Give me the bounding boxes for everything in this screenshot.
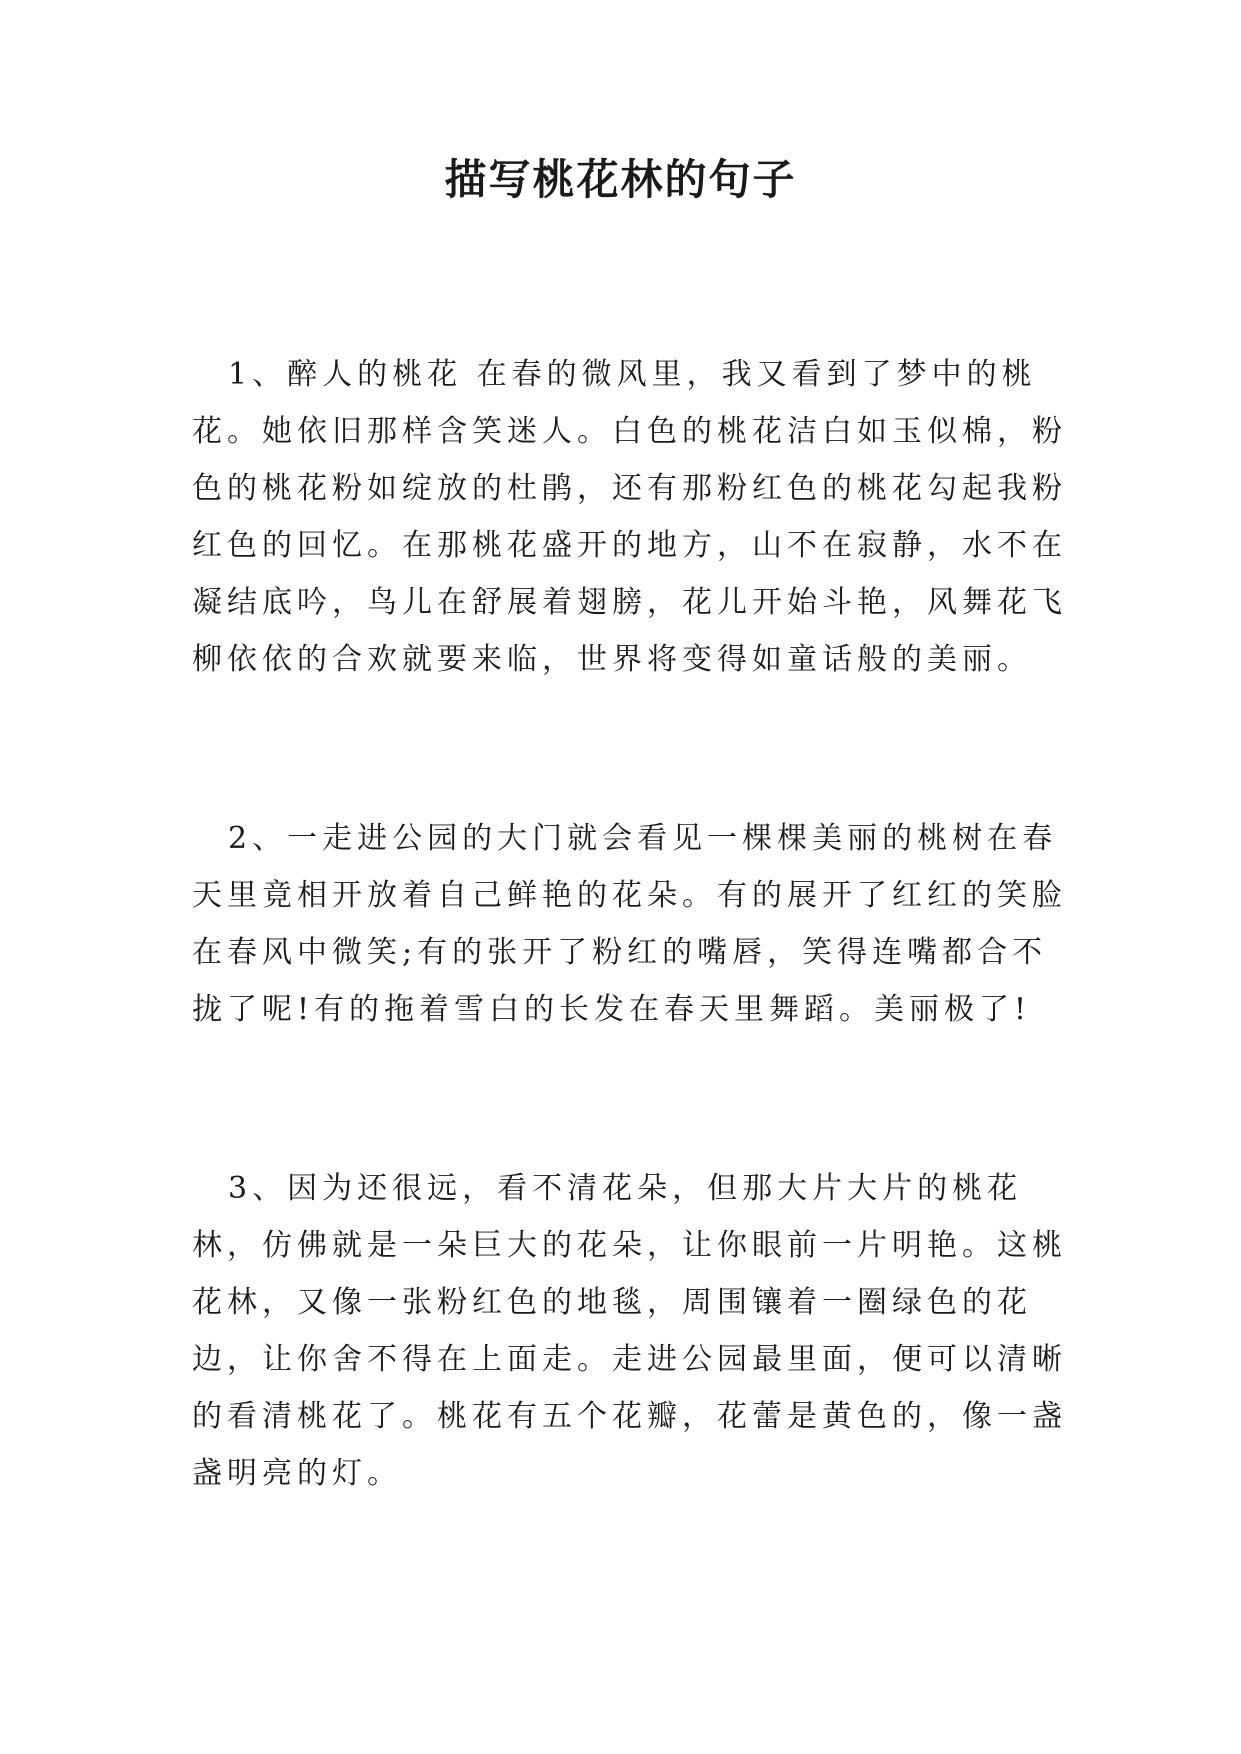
- paragraph-2: 2、一走进公园的大门就会看见一棵棵美丽的桃树在春天里竟相开放着自己鲜艳的花朵。有的展开了红红的笑脸在春风中微笑;有的张开了粉红的嘴唇，笑得连嘴都合不拢了呢!有的拖着雪白的长发在春天里舞蹈。美丽极了!: [192, 821, 1067, 1027]
- paragraph-3: 3、因为还很远，看不清花朵，但那大片大片的桃花林，仿佛就是一朵巨大的花朵，让你眼前一片明艳。这桃花林，又像一张粉红色的地毯，周围镶着一圈绿色的花边，让你舍不得在上面走。走进公园最里面，便可以清晰的看清桃花了。桃花有五个花瓣，花蕾是黄色的，像一盏盏明亮的灯。: [192, 1171, 1067, 1491]
- document-title: 描写桃花林的句子: [444, 155, 797, 204]
- paragraph-1: 1、醉人的桃花 在春的微风里，我又看到了梦中的桃花。她依旧那样含笑迷人。白色的桃花洁白如玉似棉，粉色的桃花粉如绽放的杜鹃，还有那粉红色的桃花勾起我粉红色的回忆。在那桃花盛开的地方，山不在寂静，水不在凝结底吟，鸟儿在舒展着翅膀，花儿开始斗艳，风舞花飞柳依依的合欢就要来临，世界将变得如童话般的美丽。: [192, 357, 1067, 677]
